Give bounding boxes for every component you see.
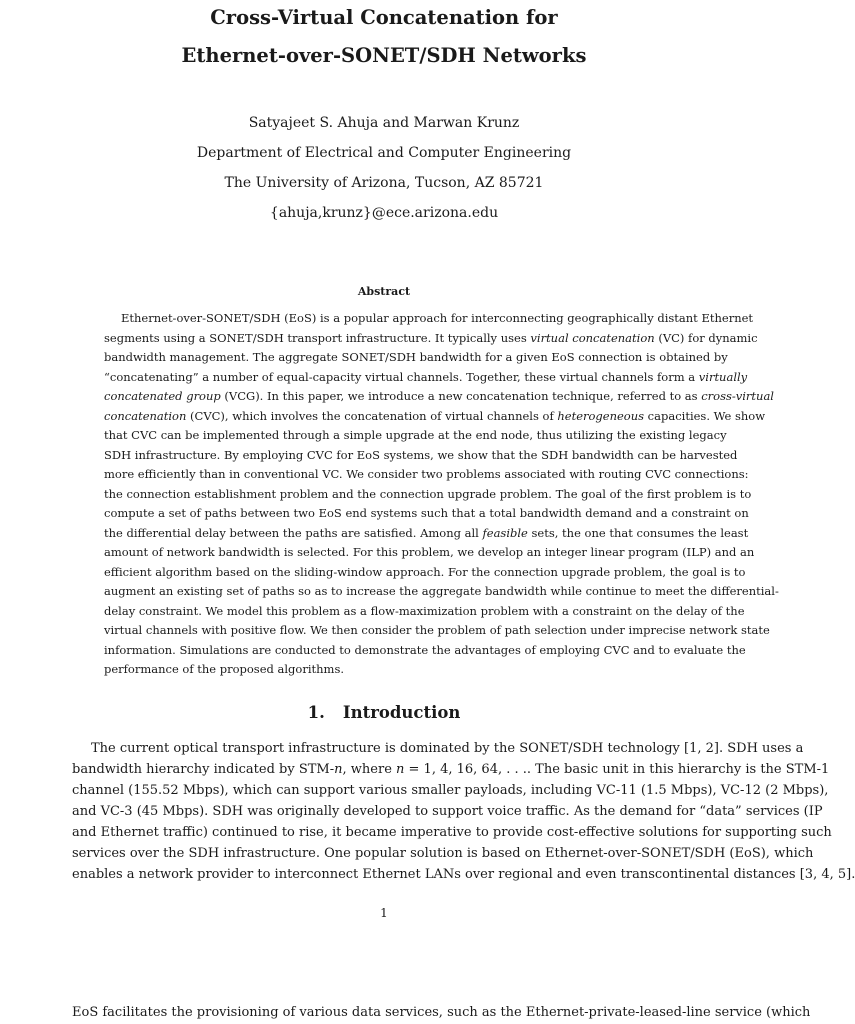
text-run: (VC) for dynamic	[654, 330, 758, 345]
page-number: 1	[380, 906, 388, 920]
title-line-1: Cross-Virtual Concatenation for	[210, 6, 558, 29]
text-run: (VCG). In this paper, we introduce a new concatenation technique, referred to as	[220, 389, 702, 403]
text-line	[72, 822, 832, 843]
text-line	[72, 801, 823, 822]
author-university: The University of Arizona, Tucson, AZ 85721	[224, 175, 544, 191]
text-line	[104, 426, 727, 446]
text-line	[72, 864, 855, 885]
text-run: the connection establishment problem and the connection upgrade problem. The goal of the first problem is to	[104, 486, 752, 501]
text-run: compute a set of paths between two EoS end systems such that a total bandwidth demand and a constraint on	[104, 506, 749, 520]
text-run: and VC-3 (45 Mbps). SDH was originally developed to support voice traffic. As the demand for “data” services (IP	[72, 804, 823, 819]
italic-text: n	[396, 762, 405, 777]
text-line	[72, 759, 830, 780]
text-line	[72, 843, 814, 864]
text-line	[104, 660, 674, 680]
text-run: performance of the proposed algorithms.	[104, 662, 345, 676]
text-run: SDH infrastructure. By employing CVC for EoS systems, we show that the SDH bandwidth can be harvested	[104, 447, 738, 462]
section-heading	[0, 701, 768, 725]
text-run: more efficiently than in conventional VC. We consider two problems associated with routing CVC connections:	[104, 467, 749, 481]
next-page-paragraph: EoS facilitates the provisioning of various data services, such as the Ethernet-private-leased-line service (which	[72, 1005, 811, 1020]
italic-text: cross-virtual	[701, 389, 774, 403]
author-block	[0, 108, 768, 228]
text-run: sets, the one that consumes the least	[527, 525, 749, 540]
text-run: The current optical transport infrastructure is dominated by the SONET/SDH technology [1, 2]. SDH uses a	[91, 741, 804, 756]
text-run: information. Simulations are conducted to demonstrate the advantages of employing CVC and to evaluate the	[104, 642, 746, 657]
text-line	[104, 485, 752, 505]
text-line	[104, 524, 749, 544]
italic-text: concatenated group	[104, 389, 221, 403]
abstract-body	[104, 309, 779, 680]
text-line	[104, 563, 746, 583]
abstract-heading: Abstract	[357, 285, 411, 298]
italic-text: concatenation	[104, 408, 187, 423]
text-line	[104, 407, 766, 427]
text-run: channel (155.52 Mbps), which can support various smaller payloads, including VC-11 (1.5 Mbps), VC-12 (2 Mbps),	[72, 783, 829, 798]
italic-text: virtual concatenation	[530, 330, 655, 345]
section-title: Introduction	[342, 703, 461, 722]
italic-text: feasible	[482, 525, 528, 540]
text-run: efficient algorithm based on the sliding-window approach. For the connection upgrade problem, the goal is to	[104, 564, 746, 579]
text-line	[104, 309, 754, 329]
text-run: = 1, 4, 16, 64, . . .. The basic unit in this hierarchy is the STM-1	[404, 762, 830, 777]
author-email: {ahuja,krunz}@ece.arizona.edu	[269, 205, 499, 221]
intro-paragraph	[72, 738, 855, 885]
title-line-2: Ethernet-over-SONET/SDH Networks	[181, 44, 587, 67]
text-run: virtual channels with positive flow. We then consider the problem of path selection under imprecise network state	[104, 623, 770, 637]
text-run: services over the SDH infrastructure. One popular solution is based on Ethernet-over-SONET/SDH (EoS), which	[72, 846, 814, 861]
author-names: Satyajeet S. Ahuja and Marwan Krunz	[248, 115, 520, 131]
section-number: 1.	[307, 703, 325, 722]
text-run: the differential delay between the paths are satisfied. Among all	[104, 525, 483, 540]
text-run: , where	[342, 762, 397, 777]
text-run: Ethernet-over-SONET/SDH (EoS) is a popular approach for interconnecting geographically distant Ethernet	[121, 311, 754, 325]
text-line	[104, 504, 749, 524]
text-line	[104, 602, 745, 622]
text-line	[104, 621, 770, 641]
text-line	[104, 641, 746, 661]
author-department: Department of Electrical and Computer Engineering	[196, 145, 572, 161]
text-run: segments using a SONET/SDH transport infrastructure. It typically uses	[104, 330, 531, 345]
text-run: amount of network bandwidth is selected. For this problem, we develop an integer linear program (ILP) and an	[104, 545, 755, 559]
text-line	[104, 465, 749, 485]
text-run: bandwidth hierarchy indicated by STM-	[72, 762, 335, 777]
text-run: augment an existing set of paths so as to increase the aggregate bandwidth while continue to meet the differential-	[104, 584, 779, 598]
paper-title	[0, 0, 768, 75]
text-line	[104, 329, 758, 349]
text-line	[104, 368, 748, 388]
text-run: capacities. We show	[644, 408, 766, 423]
italic-text: n	[334, 762, 343, 777]
text-line	[104, 446, 738, 466]
text-line	[72, 780, 829, 801]
text-run: and Ethernet traffic) continued to rise, it became imperative to provide cost-effective solutions for supporting such	[72, 825, 832, 840]
text-run: delay constraint. We model this problem as a flow-maximization problem with a constraint on the delay of the	[104, 603, 745, 618]
text-run: enables a network provider to interconnect Ethernet LANs over regional and even transcontinental distances [3, 4, 5].	[72, 867, 855, 882]
text-run: that CVC can be implemented through a simple upgrade at the end node, thus utilizing the existing legacy	[104, 428, 727, 442]
text-run: bandwidth management. The aggregate SONET/SDH bandwidth for a given EoS connection is obtained by	[104, 350, 728, 364]
text-line	[104, 543, 755, 563]
text-line	[104, 387, 774, 407]
italic-text: heterogeneous	[557, 408, 645, 423]
italic-text: virtually	[698, 369, 748, 384]
text-line	[104, 582, 779, 602]
text-run: “concatenating” a number of equal-capacity virtual channels. Together, these virtual channels form a	[104, 369, 699, 384]
text-line	[72, 738, 804, 759]
text-run: (CVC), which involves the concatenation of virtual channels of	[186, 408, 558, 423]
text-line	[104, 348, 728, 368]
